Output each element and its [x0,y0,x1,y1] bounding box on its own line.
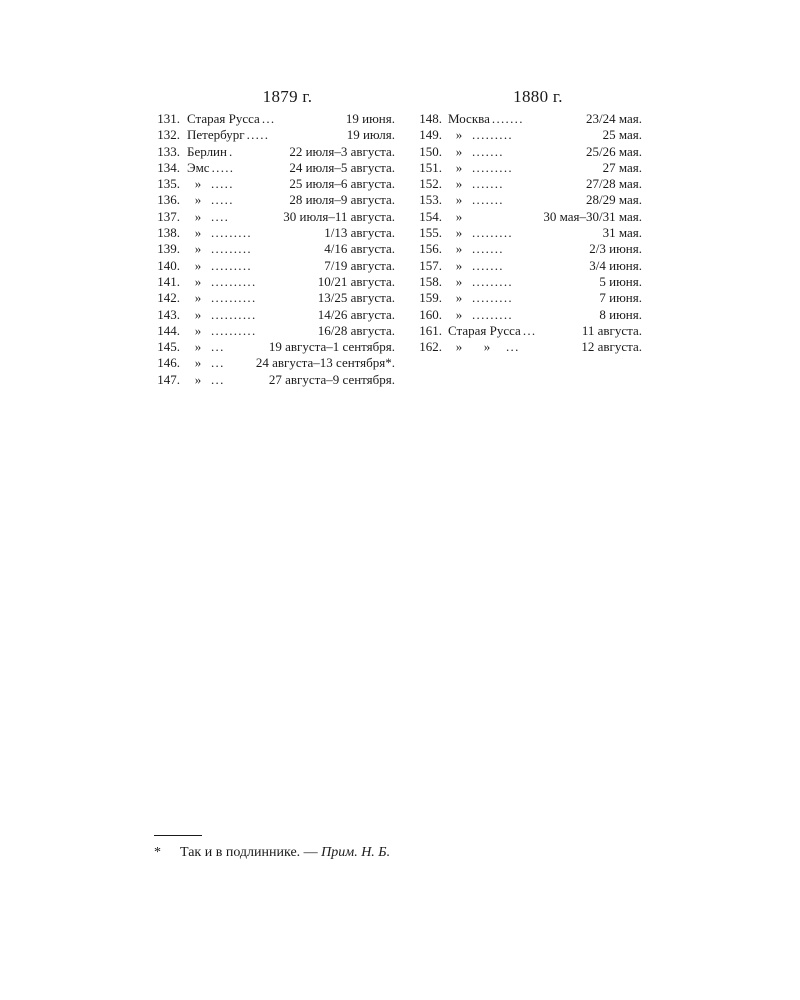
item-date: 30 мая–30/31 мая. [543,208,642,224]
list-item [412,144,642,160]
leader-dots: ......... [472,273,513,289]
item-date: 3/4 июня. [589,257,642,273]
leader-dots: .... [211,208,230,224]
leader-dots: ......... [472,127,513,143]
item-number: 161. [419,322,442,338]
list-item [150,339,395,355]
ditto-mark: » [194,176,202,192]
item-number: 156. [419,241,442,257]
leader-dots: .......... [211,322,257,338]
ditto-mark: » [194,208,202,224]
list-item [150,127,395,143]
ditto-mark: » [455,257,463,273]
item-date: 31 мая. [602,225,642,241]
list-item [412,209,642,225]
item-place: Эмс [187,159,210,175]
list-item [412,274,642,290]
list-item [150,258,395,274]
item-number: 132. [157,127,180,143]
item-number: 137. [157,208,180,224]
ditto-mark: » [194,257,202,273]
item-place: Москва [448,111,490,126]
item-number: 134. [157,159,180,175]
leader-dots: .......... [211,290,257,306]
list-item [150,209,395,225]
list-item [150,225,395,241]
leader-dots: ....... [472,241,504,257]
item-number: 151. [419,159,442,175]
leader-dots: ......... [211,257,252,273]
item-number: 131. [157,111,180,126]
leader-dots: ....... [472,192,504,208]
item-number: 154. [419,208,442,224]
ditto-mark: » [455,241,463,257]
item-number: 155. [419,225,442,241]
leader-dots: . [228,143,234,159]
leader-dots: ......... [472,225,513,241]
ditto-mark: » [194,355,202,371]
ditto-mark: » [194,241,202,257]
leader-dots: ..... [246,127,270,143]
item-date: 30 июля–11 августа. [283,208,395,224]
list-item [150,372,395,388]
letter-list-1879 [150,111,395,388]
ditto-mark: » [455,127,463,143]
list-item [412,241,642,257]
item-date: 24 августа–13 сентября*. [255,355,395,371]
item-number: 162. [419,339,442,355]
ditto-mark: » [455,192,463,208]
ditto-mark: » [455,290,463,306]
ditto-mark: » [483,339,491,355]
list-item [412,176,642,192]
item-date: 19 августа–1 сентября. [268,339,395,355]
item-number: 153. [419,192,442,208]
leader-dots: ......... [211,225,252,241]
leader-dots: ..... [211,159,235,175]
footnote [154,844,390,862]
leader-dots: ......... [472,306,513,322]
item-number: 158. [419,273,442,289]
item-number: 142. [157,290,180,306]
list-item [150,307,395,323]
item-date: 24 июля–5 августа. [289,159,395,175]
item-number: 145. [157,339,180,355]
leader-dots: ... [211,355,225,371]
item-date: 19 июля. [346,127,395,143]
letter-list-1880 [412,111,642,355]
item-date: 28 июля–9 августа. [289,192,395,208]
leader-dots: ......... [211,241,252,257]
list-item [150,176,395,192]
ditto-mark: » [194,322,202,338]
list-item [150,111,395,127]
leader-dots: ... [211,371,225,387]
item-number: 133. [157,143,180,159]
leader-dots: ..... [211,192,234,208]
ditto-mark: » [194,306,202,322]
item-date: 28/29 мая. [586,192,642,208]
item-date: 7 июня. [599,290,642,306]
footnote-rule [154,835,202,836]
list-item [150,290,395,306]
item-date: 4/16 августа. [324,241,395,257]
item-place: Старая Русса [187,111,260,126]
ditto-mark: » [455,159,463,175]
list-item [412,307,642,323]
item-number: 139. [157,241,180,257]
item-number: 149. [419,127,442,143]
item-place: Старая Русса [448,322,521,338]
item-date: 27 августа–9 сентября. [268,371,395,387]
item-date: 14/26 августа. [317,306,395,322]
item-date: 7/19 августа. [324,257,395,273]
leader-dots: ... [261,111,276,126]
item-number: 157. [419,257,442,273]
list-item [412,339,642,355]
item-number: 146. [157,355,180,371]
item-date: 2/3 июня. [589,241,642,257]
item-number: 159. [419,290,442,306]
leader-dots: ....... [472,143,504,159]
ditto-mark: » [194,192,202,208]
item-date: 1/13 августа. [324,225,395,241]
year-heading-1879: 1879 г. [262,87,313,106]
item-date: 16/28 августа. [317,322,395,338]
list-item [150,355,395,371]
item-date: 22 июля–3 августа. [289,143,395,159]
item-number: 150. [419,143,442,159]
item-number: 143. [157,306,180,322]
ditto-mark: » [455,306,463,322]
ditto-mark: » [455,143,463,159]
list-item [412,192,642,208]
item-date: 25 мая. [602,127,642,143]
ditto-mark: » [455,225,463,241]
item-number: 144. [157,322,180,338]
leader-dots: ... [522,322,537,338]
item-number: 140. [157,257,180,273]
item-number: 148. [419,111,442,126]
item-place: Петербург [187,127,245,143]
ditto-mark: » [455,176,463,192]
leader-dots: ... [506,339,520,355]
footnote-mark: * [154,845,161,860]
item-date: 12 августа. [581,339,642,355]
ditto-mark: » [194,339,202,355]
ditto-mark: » [194,371,202,387]
leader-dots: ......... [472,290,513,306]
item-date: 10/21 августа. [317,273,395,289]
item-date: 5 июня. [599,273,642,289]
item-date: 19 июня. [345,111,395,126]
item-place: Берлин [187,143,227,159]
item-number: 141. [157,273,180,289]
item-number: 135. [157,176,180,192]
list-item [412,323,642,339]
list-item [412,127,642,143]
ditto-mark: » [455,208,463,224]
ditto-mark: » [455,339,463,355]
item-date: 25/26 мая. [586,143,642,159]
list-item [150,160,395,176]
item-date: 25 июля–6 августа. [289,176,395,192]
ditto-mark: » [194,225,202,241]
list-item [150,241,395,257]
year-heading-1880: 1880 г. [513,87,563,106]
ditto-mark: » [455,273,463,289]
item-date: 23/24 мая. [586,111,642,126]
footnote-signature: Прим. Н. Б. [321,845,391,860]
list-item [150,274,395,290]
list-item [150,323,395,339]
leader-dots: ....... [472,257,504,273]
item-date: 27 мая. [602,159,642,175]
leader-dots: ....... [472,176,504,192]
item-number: 147. [157,371,180,387]
item-number: 136. [157,192,180,208]
leader-dots: .......... [211,306,257,322]
column-1879 [150,86,395,388]
leader-dots: .......... [211,273,257,289]
ditto-mark: » [194,273,202,289]
list-item [412,258,642,274]
item-date: 11 августа. [581,322,642,338]
item-date: 13/25 августа. [317,290,395,306]
list-item [150,144,395,160]
column-1880 [412,86,642,355]
item-number: 138. [157,225,180,241]
list-item [412,111,642,127]
footnote-text: Так и в подлиннике. — [180,845,322,860]
leader-dots: ....... [491,111,524,126]
leader-dots: ..... [211,176,234,192]
list-item [412,160,642,176]
list-item [412,225,642,241]
leader-dots: ... [211,339,225,355]
item-number: 152. [419,176,442,192]
list-item [150,192,395,208]
leader-dots: ......... [472,159,513,175]
item-date: 27/28 мая. [586,176,642,192]
ditto-mark: » [194,290,202,306]
list-item [412,290,642,306]
item-number: 160. [419,306,442,322]
item-date: 8 июня. [599,306,642,322]
